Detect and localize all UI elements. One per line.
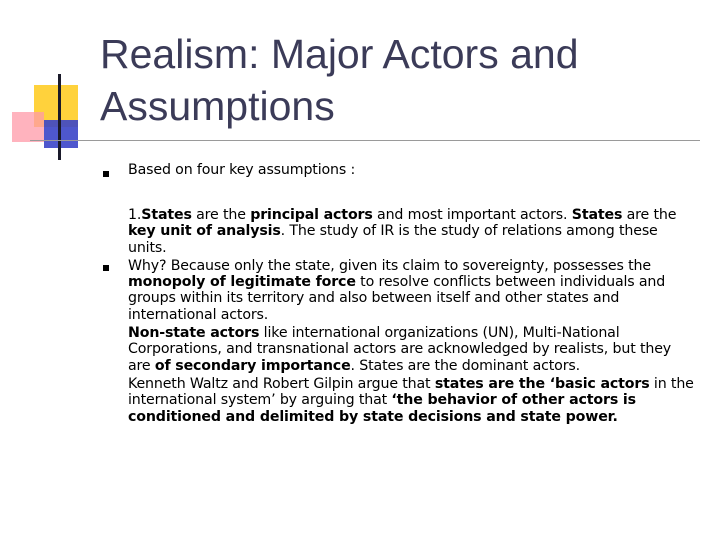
text-run: like international organizations (UN), Multi-National Corporations, and transnational actors are acknowledged by realists, but they are [128, 325, 672, 374]
decor-vertical-line [58, 74, 61, 160]
text-run: to resolve conflicts between individuals and groups within its territory and also between itself and other states and international actors. [128, 274, 666, 323]
bold-text-run: of secondary importance [154, 357, 351, 374]
text-run: and most important actors. [372, 207, 572, 223]
bold-text-run: key unit of analysis [128, 223, 281, 240]
bold-text-run: ‘the behavior of other actors is conditioned and delimited by state decisions and state power. [128, 392, 636, 425]
bullet-2-paragraph [128, 258, 694, 323]
bullet-2-paragraph [128, 207, 694, 256]
bullet-2-paragraph [128, 376, 694, 425]
title-divider-line [30, 140, 700, 141]
bold-text-run: monopoly of legitimate force [128, 274, 356, 291]
bullet-2-body [128, 207, 694, 427]
decor-pink-square [12, 112, 44, 142]
bold-text-run: principal actors [250, 207, 373, 223]
text-run: Kenneth Waltz and Robert Gilpin argue that [128, 375, 435, 392]
bullet-marker [103, 265, 109, 271]
text-run: are the [191, 207, 251, 223]
slide-title [100, 28, 690, 132]
text-run: 1. [128, 207, 142, 223]
slide-title-line-1: Realism: Major Actors and [100, 31, 579, 77]
bullet-1-text: Based on four key assumptions : [128, 162, 356, 178]
bullet-marker [103, 171, 109, 177]
text-run: Why? Because only the state, given its claim to sovereignty, possesses the [128, 257, 651, 274]
text-run: in the international system’ by arguing that [128, 375, 694, 409]
bold-text-run: States [141, 207, 192, 223]
text-run: are the [622, 207, 677, 223]
bold-text-run: States [571, 207, 623, 223]
text-run: . The study of IR is the study of relations among these units. [128, 223, 658, 256]
bold-text-run: Non-state actors [128, 325, 260, 342]
decor-blue-square [44, 120, 78, 148]
bullet-2-paragraph [128, 325, 694, 374]
text-run: . States are the dominant actors. [350, 357, 580, 374]
bold-text-run: states are the ‘basic actors [434, 375, 650, 392]
slide-title-line-2: Assumptions [100, 83, 335, 129]
